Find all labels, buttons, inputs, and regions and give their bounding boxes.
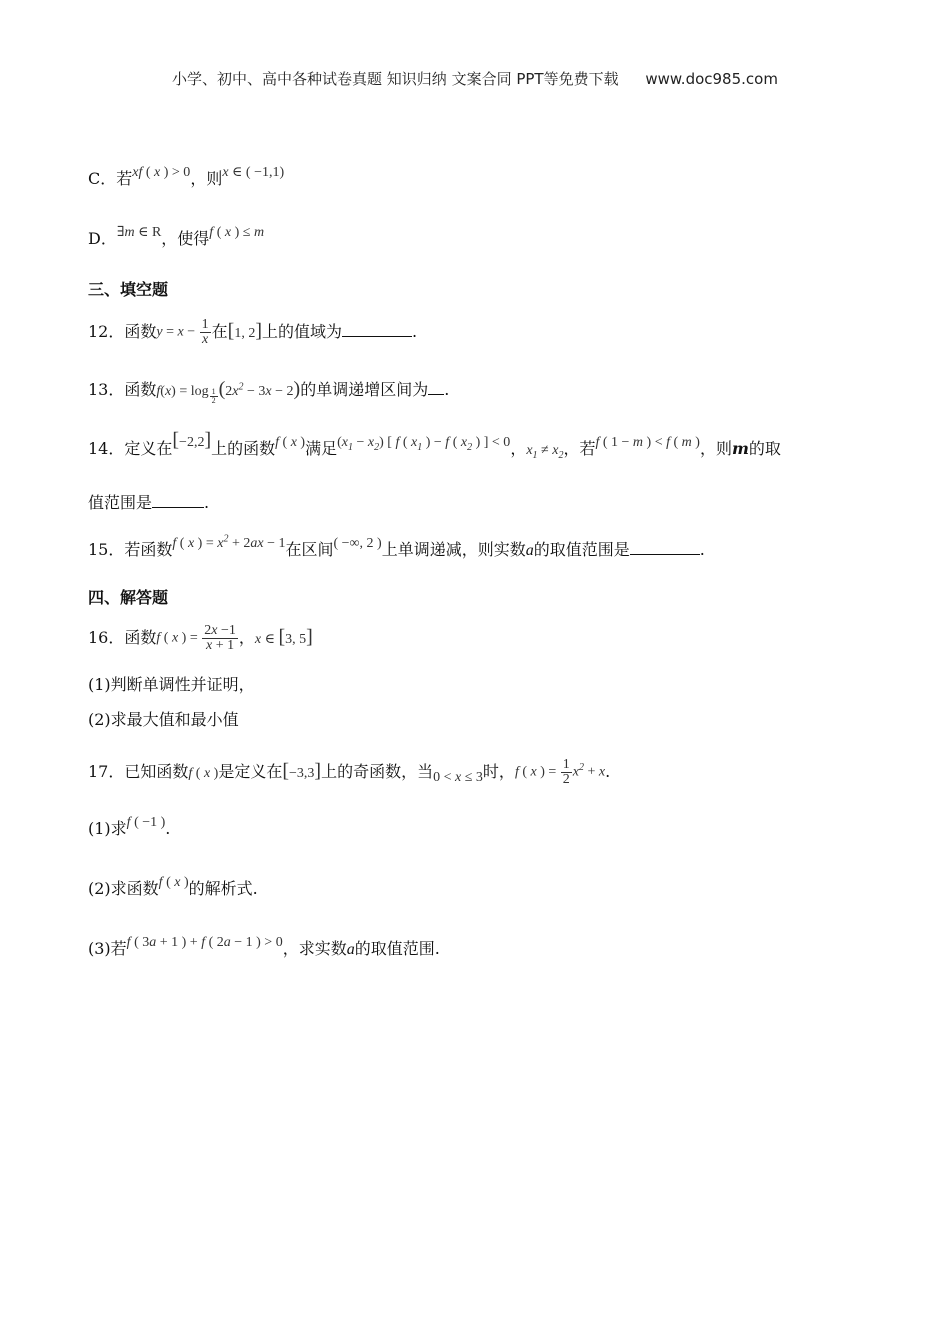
math-interval-neginf-2: ( −∞, 2 ) [333,536,382,551]
math-fx-17: f ( x ) [188,766,219,781]
option-d: D．∃m ∈ R，使得f ( x ) ≤ m [88,228,264,252]
question-14: 14．定义在[−2,2]上的函数f ( x )满足$(x_1 - x_2)$ [ f ( $x_1$ ) − f ( $x_2$ ) ] < 0，$x_1 \ne x_2$，若f ( 1 − m ) < f ( m )，则m的取 [88,429,781,461]
question-15: 15．若函数f ( x ) = $x^2 + 2ax - 1$在区间( −∞, 2 )上单调递减，则实数a的取值范围是 . [88,533,705,559]
math-f-neg1: f ( −1 ) [126,815,166,830]
math-x1-ne-x2: $x_1 \ne x_2$ [526,443,564,461]
math-x-in-interval: x ∈ ( −1,1) [222,165,285,180]
option-c: C．若xf ( x ) > 0，则x ∈ ( −1,1) [88,168,284,192]
math-interval-neg3-3: [−3,3] [282,760,322,782]
math-x-in-3-5: x ∈ [3, 5] [254,626,313,648]
header-text: 小学、初中、高中各种试卷真题 知识归纳 文案合同 PPT等免费下载 [172,70,619,88]
question-16: 16．函数f ( x ) = $\frac{2x -1}{x + 1}$ ，x ∈ [3, 5] [88,623,313,653]
math-xfx-gt0: xf ( x ) > 0 [132,165,191,180]
page-header [0,68,950,89]
question-14-cont: 值范围是 . [88,493,210,512]
question-13: 13．函数f(x) = log $_{\frac{1}{2}}$ $(2x^2 - 3x - 2)$的单调递增区间为 . [88,378,450,405]
answer-blank-12[interactable] [342,320,412,337]
question-17-part1: (1)求f ( −1 ). [88,818,170,842]
math-fx-le-m: f ( x ) ≤ m [209,225,265,240]
math-y-eq: y = x − $\frac{1}{x}$ [156,317,209,347]
math-fx: f ( x ) [275,435,306,450]
question-17-part2: (2)求函数f ( x )的解析式. [88,878,258,902]
question-12: 12．函数y = x − $\frac{1}{x}$ 在[1, 2]上的值域为 . [88,317,418,347]
question-16-part2: (2)求最大值和最小值 [88,710,239,729]
answer-blank-14[interactable] [152,491,204,508]
math-inequality: f ( 3a + 1 ) + f ( 2a − 1 ) > 0 [126,935,283,950]
math-0-lt-x-le-3: 0 < x ≤ 3 [433,770,483,785]
math-quadratic: f ( x ) = $x^2 + 2ax - 1$ [172,533,286,551]
math-f1m-lt-fm: f ( 1 − m ) < f ( m ) [595,435,700,450]
math-interval-neg2-2: [−2,2] [172,429,212,451]
section-fill-blank: 三、填空题 [88,280,169,299]
question-16-part1: (1)判断单调性并证明， [88,675,255,694]
answer-blank-13[interactable] [428,378,444,395]
math-monotone-condition: $(x_1 - x_2)$ [ f ( $x_1$ ) − f ( $x_2$ ) ] < 0 [337,435,511,453]
math-interval-1-2: [1, 2] [227,320,262,342]
math-fx-17b: f ( x ) [158,875,189,890]
answer-blank-15[interactable] [630,538,700,555]
question-17-part3: (3)若f ( 3a + 1 ) + f ( 2a − 1 ) > 0，求实数a的取值范围. [88,938,440,962]
section-answer: 四、解答题 [88,588,169,607]
math-half-x-squared: f ( x ) = $\frac{1}{2}$ $x^2 + x$ [514,757,606,787]
math-log-func: f(x) = log $_{\frac{1}{2}}$ $(2x^2 - 3x - 2)$ [156,378,301,405]
header-site[interactable]: www.doc985.com [645,70,778,88]
math-exists-m: ∃m ∈ R [116,225,162,240]
math-rational-func: f ( x ) = $\frac{2x -1}{x + 1}$ [156,623,236,653]
question-17: 17．已知函数f ( x )是定义在[−3,3]上的奇函数，当0 < x ≤ 3时，f ( x ) = $\frac{1}{2}$ $x^2 + x$. [88,757,611,787]
